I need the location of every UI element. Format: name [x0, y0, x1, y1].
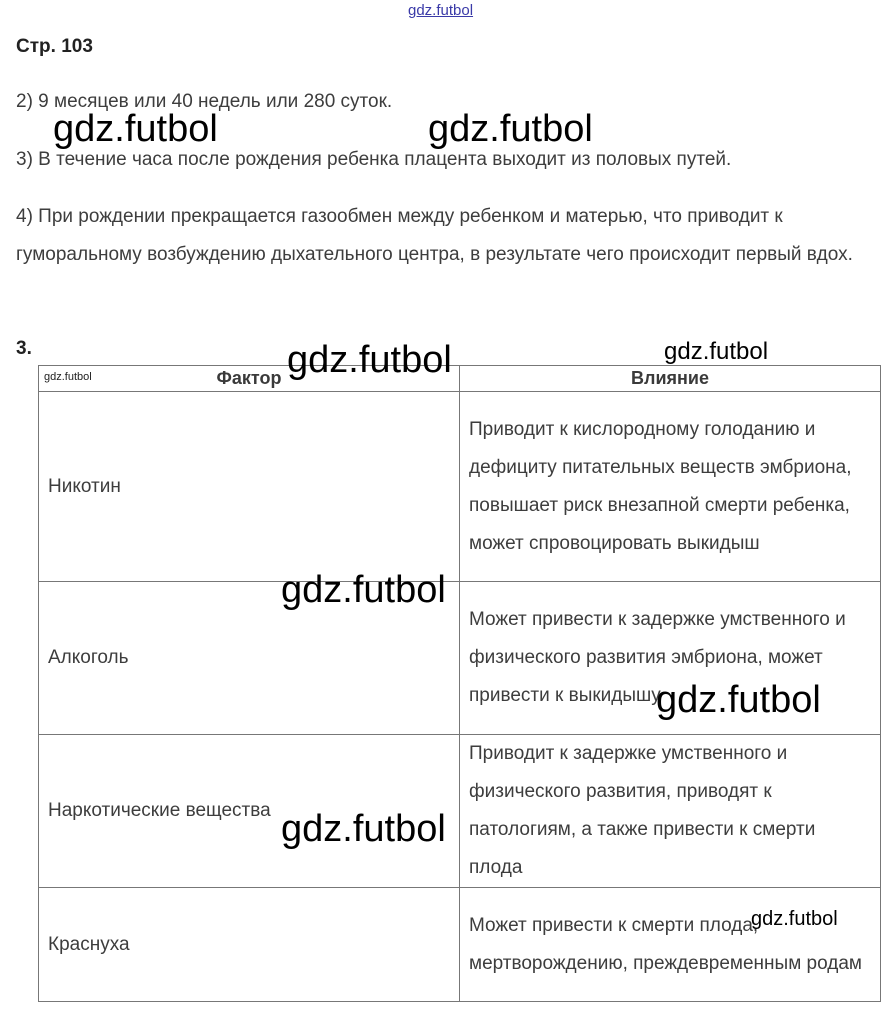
table-row — [39, 888, 881, 1002]
watermark: gdz.futbol — [656, 679, 821, 721]
watermark: gdz.futbol — [281, 808, 446, 850]
effect-cell: Приводит к кислородному голоданию и дефициту питательных веществ эмбриона, повышает риск внезапной смерти ребенка, может спровоцировать выкидыш — [460, 392, 881, 582]
watermark: gdz.futbol — [281, 569, 446, 611]
watermark: gdz.futbol — [428, 108, 593, 150]
answer-3: 3) В течение часа после рождения ребенка плацента выходит из половых путей. — [16, 149, 732, 170]
watermark: gdz.futbol — [287, 339, 452, 381]
table-row — [39, 735, 881, 888]
factor-cell: Алкоголь — [39, 582, 460, 735]
task-number: 3. — [16, 338, 32, 359]
watermark: gdz.futbol — [53, 108, 218, 150]
table-row — [39, 392, 881, 582]
watermark: gdz.futbol — [751, 908, 838, 930]
effect-cell: Приводит к задержке умственного и физического развития, приводят к патологиям, а также привести к смерти плода — [460, 735, 881, 888]
answer-4: 4) При рождении прекращается газообмен между ребенком и матерью, что приводит к гуморальному возбуждению дыхательного центра, в результате чего происходит первый вдох. — [16, 206, 853, 265]
effect-cell: Может привести к задержке умственного и физического развития эмбриона, может привести к выкидышу — [460, 582, 881, 735]
factor-cell: Никотин — [39, 392, 460, 582]
header-factor-label: Фактор — [216, 368, 282, 388]
watermark-table: gdz.futbol — [44, 371, 92, 383]
effect-cell: Может привести к смерти плода, мертворождению, преждевременным родам — [460, 888, 881, 1002]
watermark-top: gdz.futbol — [408, 2, 474, 19]
factor-cell: Наркотические вещества — [39, 735, 460, 888]
table-header-row — [39, 366, 881, 392]
watermark: gdz.futbol — [664, 338, 769, 365]
header-effect: Влияние — [460, 366, 881, 392]
factor-cell: Краснуха — [39, 888, 460, 1002]
answer-2: 2) 9 месяцев или 40 недель или 280 суток. — [16, 91, 393, 112]
page-title: Стр. 103 — [16, 36, 93, 57]
